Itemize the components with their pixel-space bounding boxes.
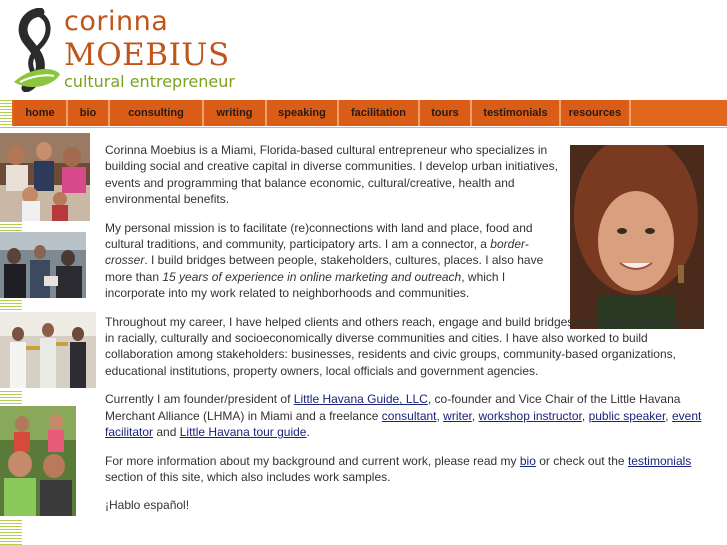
nav-item-tours[interactable]: tours bbox=[420, 100, 472, 126]
consultant-link[interactable]: consultant bbox=[381, 408, 437, 423]
current-work-text: , co-founder and Vice Chair of the Little Havana Merchant Alliance (LHMA) in Miami and a freelance bbox=[105, 392, 681, 423]
testimonials-link[interactable]: testimonials bbox=[627, 453, 692, 468]
public-speaker-link[interactable]: public speaker bbox=[588, 408, 666, 423]
more-info-text: section of this site, which also includes work samples. bbox=[105, 469, 391, 484]
nav-item-bio[interactable]: bio bbox=[68, 100, 110, 126]
mission-emphasis: border-crosser bbox=[105, 237, 529, 268]
writer-link[interactable]: writer bbox=[443, 408, 472, 423]
nav-item-home[interactable]: home bbox=[14, 100, 68, 126]
stripe-decoration bbox=[0, 390, 22, 404]
nav-item-testimonials[interactable]: testimonials bbox=[472, 100, 561, 126]
photo-musicians bbox=[0, 312, 96, 388]
photo-community-women bbox=[0, 406, 76, 516]
photo-column bbox=[0, 128, 96, 545]
nav-item-writing[interactable]: writing bbox=[204, 100, 267, 126]
moebius-logo-icon[interactable] bbox=[10, 8, 62, 92]
mission-text: , which I incorporate into my work related to neighborhoods and communities. bbox=[105, 269, 506, 301]
nav-item-resources[interactable]: resources bbox=[561, 100, 631, 126]
stripe-decoration bbox=[0, 298, 22, 310]
workshop-instructor-link[interactable]: workshop instructor bbox=[478, 408, 582, 423]
logo-text[interactable] bbox=[64, 6, 235, 92]
mission-text: . I build bridges between people, stakeholders, cultures, places. I also have more than bbox=[105, 253, 544, 284]
current-work-text: and bbox=[153, 425, 180, 440]
main-content bbox=[105, 142, 705, 526]
more-info-paragraph bbox=[105, 453, 705, 486]
mission-paragraph bbox=[105, 220, 560, 302]
stripe-decoration bbox=[0, 520, 22, 545]
nav-item-speaking[interactable]: speaking bbox=[267, 100, 339, 126]
photo-family-gathering bbox=[0, 133, 90, 221]
mission-text: My personal mission is to facilitate (re)connections with land and place, food and cultural traditions, and community, participatory arts. I am a connector, a bbox=[105, 220, 533, 252]
event-facilitator-link[interactable]: event facilitator bbox=[105, 408, 702, 440]
bio-link[interactable]: bio bbox=[519, 453, 536, 468]
more-info-text: or check out the bbox=[535, 453, 628, 468]
nav-item-consulting[interactable]: consulting bbox=[110, 100, 204, 126]
site-header bbox=[0, 0, 727, 100]
stripe-decoration bbox=[0, 221, 22, 231]
intro-paragraph: Corinna Moebius is a Miami, Florida-based cultural entrepreneur who specializes in building social and creative capital in diverse communities. I develop urban initiatives, events and programming that balance economic, cultural/creative, health and environmental benefits. bbox=[105, 143, 558, 207]
current-work-paragraph: Currently I am founder/president of Little Havana Guide, LLC, co-founder and Vice Chair of the Little Havana Merchant Alliance (LHMA) in Miami and a freelance consultant, writer, workshop instructor, public speaker, event facilitator and Little Havana tour guide. bbox=[105, 392, 702, 440]
main-nav bbox=[14, 100, 631, 126]
current-work-text: Currently I am founder/president of bbox=[105, 392, 294, 407]
logo-first-name: corinna bbox=[64, 6, 169, 37]
more-info-text: For more information about my background and current work, please read my bbox=[105, 453, 520, 468]
spanish-note: ¡Hablo español! bbox=[105, 498, 190, 513]
logo-tagline: cultural entrepreneur bbox=[64, 72, 235, 91]
logo-last-name: MOEBIUS bbox=[64, 37, 230, 73]
nav-item-facilitation[interactable]: facilitation bbox=[339, 100, 420, 126]
career-paragraph: Throughout my career, I have helped clients and others reach, engage and build bridges and trust (social capital) in racially, culturally and socioeconomically diverse communities and cities. I have also worked to build collaboration among stakeholders: businesses, residents and civic groups, community-based organizations, educational institutions, property owners, local officials and government agencies. bbox=[105, 314, 704, 378]
photo-street-crowd bbox=[0, 232, 86, 298]
little-havana-guide-link[interactable]: Little Havana Guide, LLC bbox=[293, 392, 428, 407]
main-nav-wrapper bbox=[0, 100, 727, 128]
tour-guide-link[interactable]: Little Havana tour guide bbox=[179, 425, 307, 440]
experience-emphasis: 15 years of experience in online marketing and outreach bbox=[162, 269, 462, 284]
